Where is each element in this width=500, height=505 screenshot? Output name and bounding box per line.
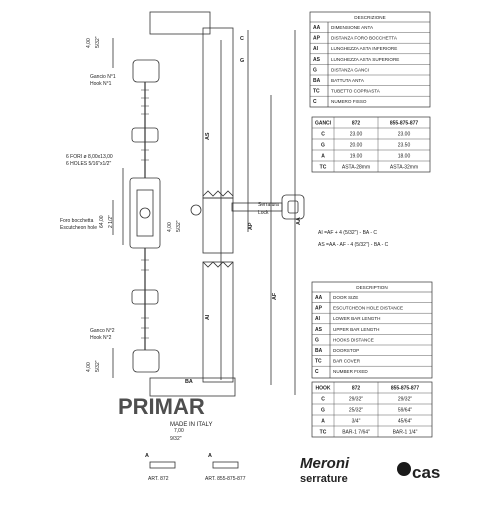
formula-ai: AI =AF + 4 (5/32") - BA - C: [318, 230, 378, 236]
dim-aa: AA: [296, 217, 302, 225]
table-imperial-cell: 29/32": [397, 396, 413, 403]
table-imperial: [312, 382, 432, 437]
hook1-label-it: Gancio N°1: [90, 74, 116, 80]
table-imperial-cell: 45/64": [397, 418, 413, 425]
table-metric-cell: G: [321, 142, 325, 149]
top-block: [150, 12, 210, 34]
table-imperial-cell: 59/64": [397, 407, 413, 414]
legend-it-row-desc: LUNGHEZZA ASTA SUPERIORE: [331, 56, 400, 62]
dim-as: AS: [205, 132, 211, 140]
dim-ba: BA: [185, 379, 193, 385]
legend-en-row-code: AA: [315, 295, 323, 301]
dim-7: 7,00: [174, 428, 184, 434]
table-imperial-header: 855-875-877: [390, 385, 420, 392]
legend-it-row-code: BA: [313, 78, 321, 84]
legend-it-row-code: AP: [313, 35, 320, 42]
dim-64: 64,00: [99, 215, 105, 228]
table-metric-cell: 20.00: [349, 142, 363, 149]
table-imperial-cell: BAR-1 1/4": [392, 429, 418, 436]
hook-2: [133, 350, 159, 372]
table-metric-cell: 23.50: [397, 142, 411, 149]
legend-en-row-desc: DOORSTOP: [333, 348, 360, 353]
table-metric-header: 855-875-877: [389, 120, 419, 127]
table-metric-cell: 19.00: [349, 153, 363, 160]
table-imperial-header: 872: [351, 385, 361, 392]
dim-a-2: A: [208, 453, 212, 459]
legend-it-row-code: AS: [313, 56, 320, 63]
watermark-sub: MADE IN ITALY: [170, 422, 213, 428]
legend-it-row-code: C: [313, 99, 317, 106]
escutcheon-hole: [140, 208, 150, 218]
table-metric-cell: 18.00: [397, 153, 411, 160]
lock-zone-frame: [203, 198, 233, 253]
legend-it-title: DESCRIZIONE: [354, 15, 386, 20]
dim-bottom-inch: 5/32": [95, 360, 101, 372]
dim-top-inch: 5/32": [95, 36, 101, 48]
legend-it-row-desc: DISTANZA FORO BOCCHETTA: [331, 35, 397, 41]
dim-a-1: A: [145, 453, 149, 459]
legend-en-row-desc: ESCUTCHEON HOLE DISTANCE: [333, 305, 404, 311]
legend-it-row-desc: TUBETTO COPRIASTA: [331, 88, 380, 94]
legend-en-row-code: AS: [315, 326, 322, 333]
hook2-label-it: Ganco N°2: [90, 328, 115, 334]
art-855-label: ART. 855-875-877: [205, 476, 246, 482]
table-metric-cell: ASTA-32mm: [389, 164, 419, 171]
legend-en-row-desc: DOOR SIZE: [333, 295, 359, 300]
lock-body: [130, 178, 160, 248]
door-lower-frame: [203, 262, 233, 382]
table-metric-cell: 23.00: [397, 131, 411, 138]
hook-1: [133, 60, 159, 82]
table-metric-header: 872: [351, 120, 361, 127]
legend-english: [312, 282, 432, 378]
table-metric: [312, 117, 430, 172]
lock-plate: [137, 190, 153, 236]
dim-9-32: 9/32": [170, 436, 182, 442]
table-metric-cell: ASTA-28mm: [341, 164, 371, 171]
table-metric-cell: TC: [319, 164, 327, 171]
watermark: PRIMAR: [118, 394, 205, 419]
door-upper-frame: [203, 28, 233, 198]
table-imperial-cell: 25/32": [348, 407, 364, 414]
dim-af: AF: [272, 292, 278, 300]
legend-it-row-desc: NUMERO FISSO: [331, 99, 367, 105]
legend-en-row-code: TC: [315, 358, 322, 365]
dim-g-top: G: [240, 58, 245, 64]
dim-mid-inch: 5/32": [176, 220, 182, 232]
legend-en-row-desc: NUMBER FIXED: [333, 369, 368, 375]
escutcheon-label-it: Foro bocchetta: [60, 218, 94, 224]
legend-it-row-code: TC: [313, 88, 320, 95]
key-bow: [282, 195, 304, 219]
legend-it-row-desc: BATTUTA ANTA: [331, 78, 364, 83]
table-metric-cell: 23.00: [349, 131, 363, 138]
legend-en-row-code: AP: [315, 305, 322, 312]
legend-it-row-code: G: [313, 67, 317, 74]
dim-bottom: 4,00: [86, 362, 92, 372]
table-imperial-header: HOOK: [315, 385, 331, 392]
svg-text:cas: cas: [412, 463, 441, 482]
svg-text:serrature: serrature: [300, 473, 348, 485]
dim-ai: AI: [205, 314, 211, 320]
dim-ap: AP: [248, 222, 254, 230]
table-imperial-cell: TC: [319, 429, 327, 436]
table-metric-header: GANCI: [314, 120, 332, 127]
table-metric-cell: C: [321, 131, 325, 138]
holes-label-it: 6 FORI ø 8,00x13,00: [66, 154, 113, 160]
cas-logo: [397, 462, 440, 482]
legend-en-row-code: BA: [315, 348, 323, 354]
hook1-label-en: Hook N°1: [90, 81, 112, 87]
legend-en-row-desc: BAR COVER: [333, 358, 361, 364]
legend-en-row-desc: HOOKS DISTANCE: [333, 337, 374, 343]
table-imperial-cell: 3/4": [351, 418, 361, 425]
legend-en-row-code: AI: [315, 316, 320, 323]
escutcheon-label-en: Escutcheon hole: [60, 225, 97, 231]
art-872-label: ART. 872: [148, 476, 169, 482]
hook2-label-en: Hook N°2: [90, 335, 112, 341]
table-imperial-cell: C: [321, 396, 325, 403]
legend-it-row-desc: DISTANZA GANCI: [331, 67, 369, 73]
door-hole: [191, 205, 201, 215]
legend-it-row-desc: LUNGHEZZA ASTA INFERIORE: [331, 46, 398, 52]
legend-en-row-desc: LOWER BAR LENGTH: [333, 316, 381, 322]
dim-mid: 4,00: [167, 222, 173, 232]
dim-c-top: C: [240, 36, 244, 42]
dim-2-1-2: 2 1/2": [108, 215, 114, 228]
table-metric-cell: A: [321, 153, 325, 160]
legend-en-row-code: C: [315, 369, 319, 376]
legend-it-row-code: AA: [313, 25, 321, 31]
legend-it-row-desc: DIMENSIONE ANTA: [331, 25, 374, 30]
table-imperial-cell: G: [321, 407, 325, 414]
table-imperial-cell: BAR-1 7/64": [342, 429, 370, 436]
legend-en-row-desc: UPPER BAR LENGTH: [333, 326, 380, 332]
dim-top: 4,00: [86, 38, 92, 48]
legend-italian: [310, 12, 430, 107]
legend-en-row-code: G: [315, 337, 319, 344]
table-imperial-cell: A: [321, 418, 325, 425]
legend-it-row-code: AI: [313, 46, 318, 53]
formula-as: AS =AA - AF - 4 (5/32") - BA - C: [318, 242, 389, 248]
holes-label-en: 6 HOLES 5/16"x1/2": [66, 161, 112, 167]
meroni-logo: [300, 455, 350, 485]
legend-en-title: DESCRIPTION: [356, 285, 388, 290]
lock-label-en: Lock: [258, 210, 269, 216]
lock-label-it: Serratura: [258, 202, 279, 208]
table-imperial-cell: 29/32": [348, 396, 364, 403]
svg-text:Meroni: Meroni: [300, 455, 350, 472]
